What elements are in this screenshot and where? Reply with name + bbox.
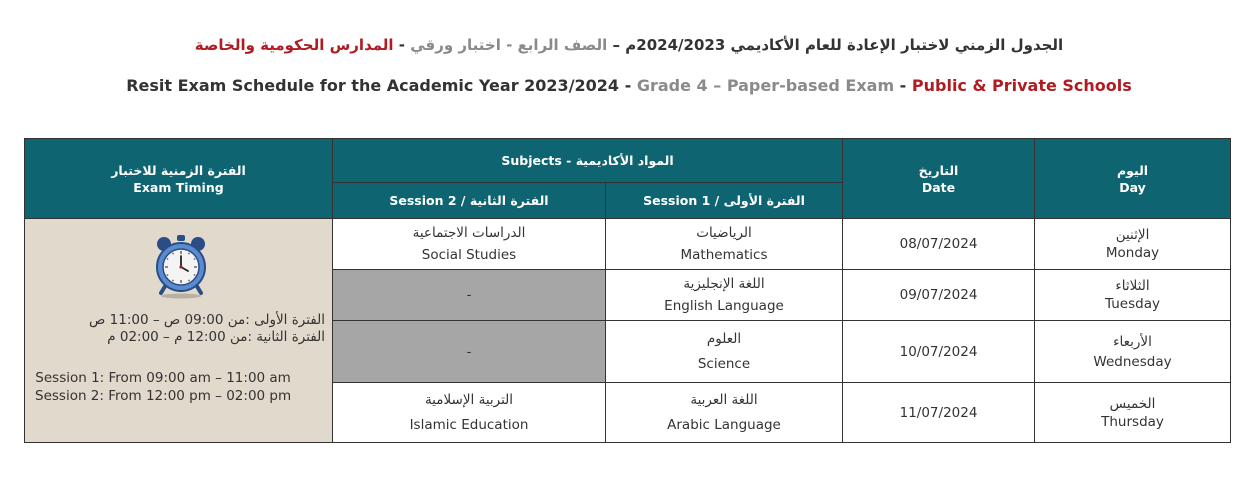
- header-date-ar: التاريخ: [918, 162, 959, 178]
- timing-ar-session-2: الفترة الثانية :من 12:00 م – 02:00 م: [107, 329, 325, 345]
- title-en-separator-2: -: [894, 76, 912, 95]
- subject-ar: اللغة الإنجليزية: [683, 276, 765, 292]
- day-en: Wednesday: [1093, 353, 1172, 370]
- day-cell: [1035, 383, 1231, 443]
- subject-en: Science: [697, 355, 751, 372]
- day-ar: الثلاثاء: [1115, 278, 1150, 294]
- session-1-cell: [606, 383, 843, 443]
- header-session-1-label: Session 1 / الفترة الأولى: [643, 193, 805, 208]
- timing-en-session-2: Session 2: From 12:00 pm – 02:00 pm: [35, 388, 292, 404]
- day-cell: [1035, 270, 1231, 321]
- day-cell: [1035, 219, 1231, 270]
- alarm-clock-icon: [151, 231, 211, 299]
- day-ar: الأربعاء: [1113, 333, 1152, 350]
- title-ar-main: الجدول الزمني لاختبار الإعادة للعام الأكاديمي 2024/2023م: [625, 36, 1064, 54]
- subject-en: Islamic Education: [409, 416, 529, 433]
- header-timing: [25, 139, 333, 219]
- subject-en: Arabic Language: [667, 416, 781, 433]
- date-cell: [843, 219, 1035, 270]
- header-timing-ar: الفترة الزمنية للاختبار: [111, 162, 246, 178]
- header-session-1: [606, 183, 843, 219]
- header-day: [1035, 139, 1231, 219]
- table-row: [25, 219, 1231, 270]
- header-session-2: [333, 183, 606, 219]
- date-cell: [843, 383, 1035, 443]
- header-date: [843, 139, 1035, 219]
- date-value: 09/07/2024: [899, 287, 978, 303]
- title-english: [0, 76, 1258, 95]
- empty-dash: -: [466, 287, 472, 303]
- day-en: Monday: [1105, 245, 1160, 261]
- subject-ar: الرياضيات: [696, 225, 752, 241]
- subject-ar: التربية الإسلامية: [424, 391, 514, 408]
- title-en-main: Resit Exam Schedule for the Academic Year 2023/2024: [126, 76, 620, 95]
- title-ar-grade: الصف الرابع - اختبار ورقي: [410, 36, 608, 54]
- session-2-empty-cell: [333, 270, 606, 321]
- title-ar-separator-1: –: [607, 36, 626, 54]
- header-subjects: [333, 139, 843, 183]
- day-en: Thursday: [1101, 413, 1164, 430]
- timing-en-session-1: Session 1: From 09:00 am – 11:00 am: [35, 370, 291, 386]
- timing-english: [35, 369, 291, 405]
- subject-en: English Language: [664, 298, 784, 314]
- date-cell: [843, 270, 1035, 321]
- empty-dash: -: [466, 343, 472, 360]
- header-day-en: Day: [1119, 179, 1146, 195]
- header-timing-en: Exam Timing: [133, 179, 224, 195]
- title-en-schools: Public & Private Schools: [911, 76, 1132, 95]
- timing-ar-session-1: الفترة الأولى :من 09:00 ص – 11:00 ص: [89, 312, 325, 328]
- title-en-grade: Grade 4 – Paper-based Exam: [636, 76, 895, 95]
- session-2-empty-cell: [333, 321, 606, 383]
- title-ar-separator-2: -: [393, 36, 411, 54]
- exam-timing-cell: [25, 219, 333, 443]
- subject-ar: الدراسات الاجتماعية: [412, 225, 526, 241]
- session-2-cell: [333, 219, 606, 270]
- day-cell: [1035, 321, 1231, 383]
- session-1-cell: [606, 321, 843, 383]
- header-session-2-label: Session 2 / الفترة الثانية: [389, 193, 549, 208]
- subject-en: Social Studies: [421, 247, 517, 263]
- day-ar: الإثنين: [1115, 227, 1150, 243]
- date-value: 11/07/2024: [899, 404, 978, 421]
- header-date-en: Date: [921, 179, 956, 195]
- date-cell: [843, 321, 1035, 383]
- title-arabic: [0, 36, 1258, 54]
- date-value: 08/07/2024: [899, 236, 978, 252]
- subject-ar: العلوم: [706, 330, 742, 347]
- subject-en: Mathematics: [680, 247, 768, 263]
- header-subjects-label: Subjects - المواد الأكاديمية: [501, 153, 674, 168]
- exam-schedule-table: [24, 138, 1231, 443]
- day-ar: الخميس: [1109, 395, 1156, 412]
- date-value: 10/07/2024: [899, 343, 978, 360]
- subject-ar: اللغة العربية: [690, 391, 758, 408]
- session-1-cell: [606, 270, 843, 321]
- header-day-ar: اليوم: [1116, 162, 1149, 178]
- timing-arabic: [35, 312, 325, 346]
- title-ar-schools: المدارس الحكومية والخاصة: [194, 36, 394, 54]
- session-1-cell: [606, 219, 843, 270]
- day-en: Tuesday: [1105, 296, 1160, 312]
- session-2-cell: [333, 383, 606, 443]
- title-en-separator-1: -: [619, 76, 637, 95]
